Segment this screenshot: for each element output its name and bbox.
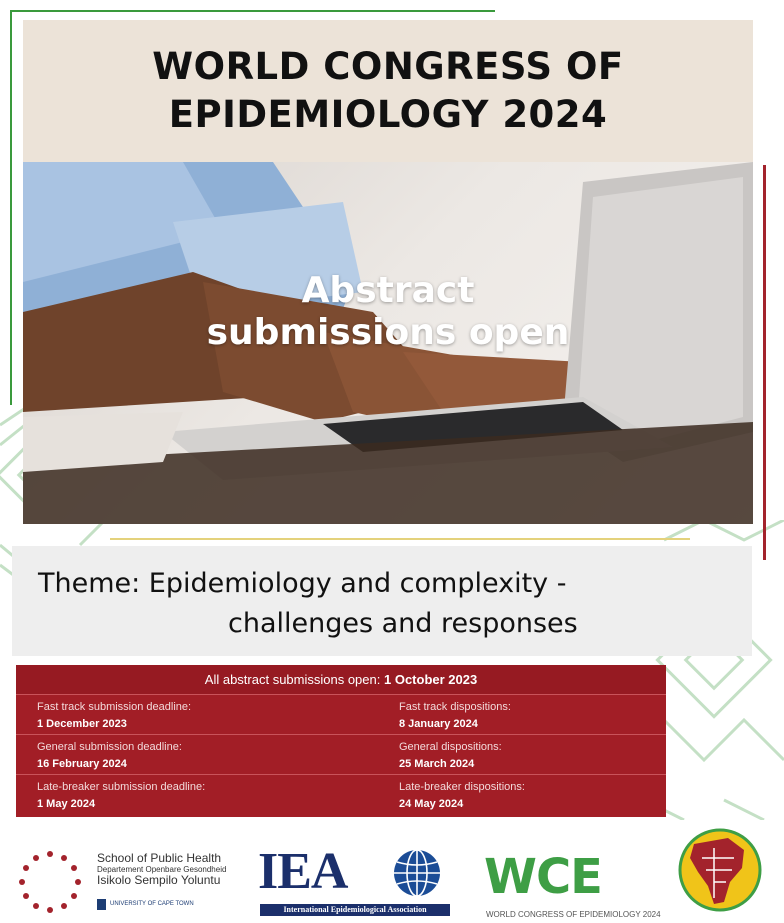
accent-line-left bbox=[10, 10, 12, 405]
hero-caption-line2: submissions open bbox=[206, 312, 570, 353]
uct-name: UNIVERSITY OF CAPE TOWN bbox=[110, 901, 194, 907]
date-cell bbox=[37, 700, 191, 732]
iea-letters: IEA bbox=[258, 843, 348, 900]
dates-row-general bbox=[16, 735, 666, 775]
hero-photo bbox=[23, 162, 753, 524]
date-value: 25 March 2024 bbox=[399, 758, 475, 770]
theme-line-2: challenges and responses bbox=[228, 608, 578, 639]
dates-header-value: 1 October 2023 bbox=[384, 672, 478, 687]
header-panel bbox=[23, 20, 753, 162]
africa-emblem-icon bbox=[658, 828, 772, 912]
page-title: WORLD CONGRESS OF EPIDEMIOLOGY 2024 bbox=[152, 45, 624, 136]
theme-panel bbox=[12, 546, 752, 656]
key-dates-table bbox=[16, 665, 666, 817]
dates-row-late-breaker bbox=[16, 775, 666, 815]
hero-caption-line1: Abstract bbox=[301, 270, 475, 311]
date-value: 8 January 2024 bbox=[399, 718, 478, 730]
uct-shield-icon bbox=[97, 899, 106, 910]
globe-icon bbox=[392, 848, 442, 898]
date-label: Fast track dispositions: bbox=[399, 701, 511, 713]
date-cell bbox=[37, 740, 182, 772]
date-cell bbox=[37, 780, 205, 812]
hero-caption bbox=[23, 270, 753, 354]
theme-line-1: Theme: Epidemiology and complexity - bbox=[38, 568, 567, 599]
date-label: Fast track submission deadline: bbox=[37, 701, 192, 713]
date-value: 24 May 2024 bbox=[399, 798, 464, 810]
iea-logo bbox=[258, 844, 450, 916]
uct-logo bbox=[97, 899, 194, 910]
sph-dots-logo-icon bbox=[18, 850, 82, 914]
dates-header-label: All abstract submissions open: bbox=[204, 672, 381, 687]
sph-afrikaans-name: Departement Openbare Gesondheid bbox=[97, 865, 227, 874]
date-label: Late-breaker submission deadline: bbox=[37, 781, 206, 793]
wce-caption: WORLD CONGRESS OF EPIDEMIOLOGY 2024 bbox=[486, 910, 661, 919]
date-cell bbox=[399, 740, 502, 772]
dates-row-fast-track bbox=[16, 695, 666, 735]
sph-logo-text bbox=[97, 852, 226, 887]
accent-line-right bbox=[763, 165, 766, 560]
date-value: 16 February 2024 bbox=[37, 758, 127, 770]
date-cell bbox=[399, 780, 525, 812]
date-label: Late-breaker dispositions: bbox=[399, 781, 525, 793]
iea-caption: International Epidemiological Association bbox=[260, 904, 450, 916]
date-cell bbox=[399, 700, 511, 732]
date-label: General submission deadline: bbox=[37, 741, 182, 753]
dates-header bbox=[16, 665, 666, 695]
footer-logos bbox=[0, 830, 784, 923]
date-value: 1 May 2024 bbox=[37, 798, 96, 810]
sph-name: School of Public Health bbox=[97, 851, 222, 865]
accent-line-top bbox=[10, 10, 495, 12]
accent-line-gold bbox=[110, 538, 690, 540]
sph-xhosa-name: Isikolo Sempilo Yoluntu bbox=[97, 873, 221, 887]
wce-letters: WCE bbox=[484, 849, 602, 905]
date-value: 1 December 2023 bbox=[37, 718, 127, 730]
wce-logo bbox=[484, 840, 779, 920]
date-label: General dispositions: bbox=[399, 741, 502, 753]
